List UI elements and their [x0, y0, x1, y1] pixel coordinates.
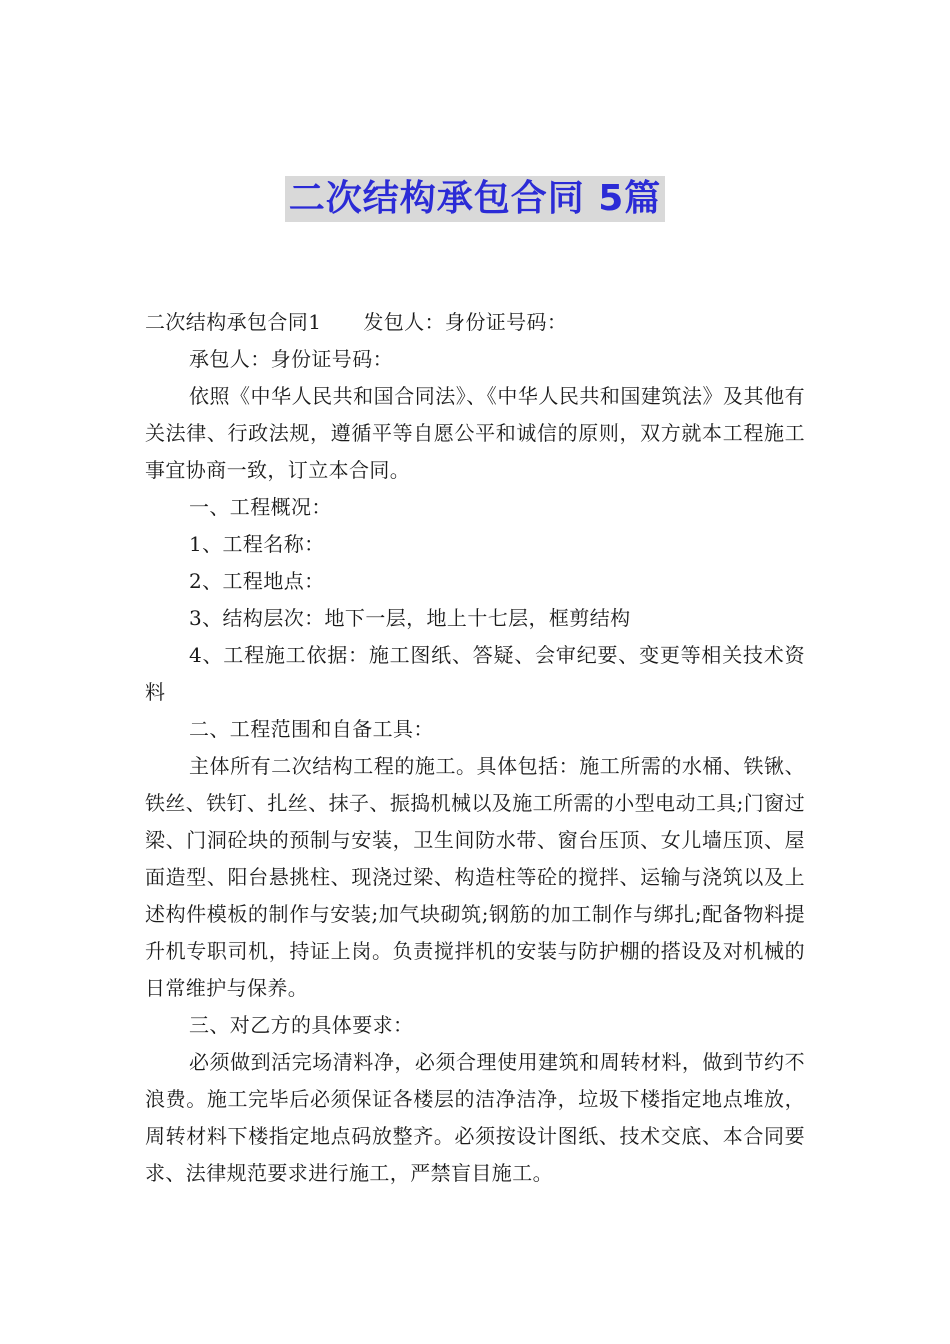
section-heading: 三、对乙方的具体要求：: [189, 1013, 414, 1037]
paragraph: 承包人：身份证号码：: [189, 347, 393, 371]
section-heading: 二、工程范围和自备工具：: [189, 717, 434, 741]
paragraph: 主体所有二次结构工程的施工。具体包括：施工所需的水桶、铁锹、铁丝、铁钉、扎丝、抹子、振捣机械以及施工所需的小型电动工具;门窗过梁、门洞砼块的预制与安装，卫生间防水带、窗台压顶、女儿墙压顶、屋面造型、阳台悬挑柱、现浇过梁、构造柱等砼的搅拌、运输与浇筑以及上述构件模板的制作与安装;加气块砌筑;钢筋的加工制作与绑扎;配备物料提升机专职司机，持证上岗。负责搅拌机的安装与防护棚的搭设及对机械的日常维护与保养。: [145, 754, 805, 1000]
paragraph: 依照《中华人民共和国合同法》、《中华人民共和国建筑法》及其他有关法律、行政法规，遵循平等自愿公平和诚信的原则，双方就本工程施工事宜协商一致，订立本合同。: [145, 384, 805, 482]
list-item: 3、结构层次：地下一层，地上十七层，框剪结构: [189, 606, 631, 630]
list-item: 2、工程地点：: [189, 569, 325, 593]
document-body: [145, 304, 805, 1192]
paragraph: 必须做到活完场清料净，必须合理使用建筑和周转材料，做到节约不浪费。施工完毕后必须保证各楼层的洁净洁净，垃圾下楼指定地点堆放，周转材料下楼指定地点码放整齐。必须按设计图纸、技术交底、本合同要求、法律规范要求进行施工，严禁盲目施工。: [145, 1050, 805, 1185]
first-line: [145, 304, 805, 341]
party-a-line: 发包人：身份证号码：: [363, 310, 568, 334]
section-heading: 一、工程概况：: [189, 495, 332, 519]
contract-heading: 二次结构承包合同1: [145, 310, 322, 334]
list-item: 4、工程施工依据：施工图纸、答疑、会审纪要、变更等相关技术资料: [145, 643, 805, 704]
title-container: [0, 176, 950, 222]
document-title: 二次结构承包合同 5篇: [285, 176, 666, 222]
list-item: 1、工程名称：: [189, 532, 325, 556]
